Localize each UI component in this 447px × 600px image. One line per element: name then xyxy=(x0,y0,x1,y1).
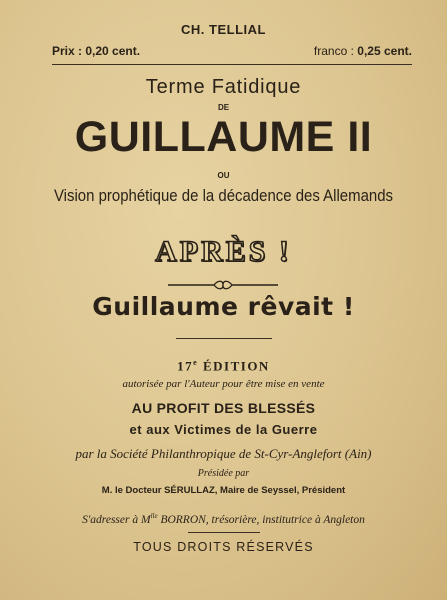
contact-sup: lle xyxy=(150,512,158,520)
victims-line: et aux Victimes de la Guerre xyxy=(129,422,318,437)
society-line: par la Société Philanthropique de St-Cyr-Anglefort (Ain) xyxy=(75,446,372,461)
edition-line xyxy=(0,358,447,374)
rights-reserved: TOUS DROITS RÉSERVÉS xyxy=(133,540,314,554)
edition-label: ÉDITION xyxy=(202,358,270,374)
ornament-divider xyxy=(168,280,278,290)
top-divider xyxy=(52,64,412,65)
lower-divider xyxy=(188,532,260,533)
main-title: GUILLAUME II xyxy=(74,113,373,161)
apres-heading: APRÈS ! xyxy=(155,235,292,268)
profit-line: AU PROFIT DES BLESSÉS xyxy=(131,400,316,416)
subtitle: Vision prophétique de la décadence des Allemands xyxy=(53,186,394,205)
contact-after: BORRON, trésorière, institutrice à Angleton xyxy=(157,513,365,526)
price-label: Prix : xyxy=(52,44,83,58)
price-value: 0,20 cent. xyxy=(85,44,141,58)
contact-before: S'adresser à M xyxy=(82,513,151,526)
presided-by: Présidée par xyxy=(197,468,250,479)
edition-suffix: e xyxy=(193,358,199,367)
title-connector-de: DE xyxy=(217,103,230,112)
author-name: CH. TELLIAL xyxy=(181,22,266,37)
revait-heading: Guillaume rêvait ! xyxy=(92,292,355,321)
middle-divider xyxy=(176,338,272,339)
franco-value: 0,25 cent. xyxy=(357,44,412,58)
price-row xyxy=(52,44,412,62)
price-left xyxy=(52,44,140,58)
title-line-1: Terme Fatidique xyxy=(145,76,302,98)
authorization-note: autorisée par l'Auteur pour être mise en vente xyxy=(122,378,325,390)
edition-number: 17 xyxy=(177,358,194,374)
franco-label: franco : xyxy=(313,44,354,58)
contact-line xyxy=(0,512,447,526)
president-line: M. le Docteur SÉRULLAZ, Maire de Seyssel, Président xyxy=(101,485,346,496)
title-connector-ou: OU xyxy=(217,171,230,180)
price-right xyxy=(314,44,412,58)
